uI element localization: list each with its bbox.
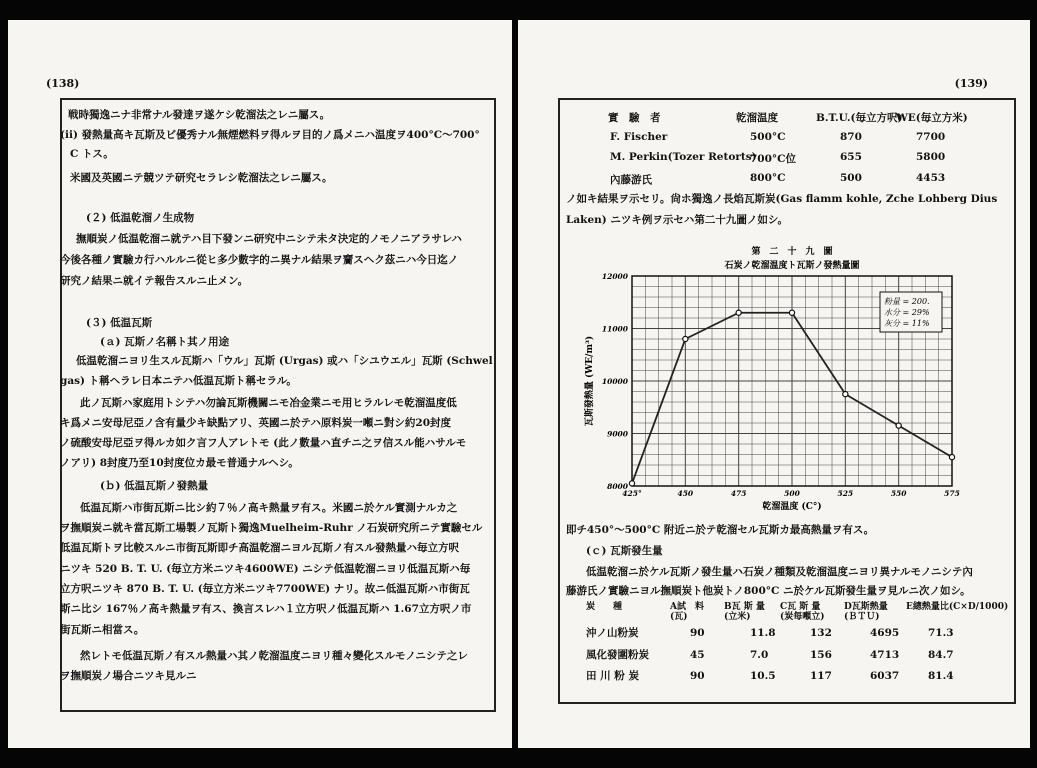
legend-entry: 灰分 = 11% [884, 319, 930, 328]
x-tick-label: 575 [944, 489, 960, 498]
data-point [896, 423, 901, 428]
table-cell: 沖ノ山粉炭 [586, 627, 639, 639]
body-line: 戦時獨逸ニナ非常ナル發達ヲ遂ケシ乾溜法之レニ屬ス。 [68, 109, 331, 121]
table-cell: 6037 [870, 670, 900, 682]
body-line: (ii) 發熱量高キ瓦斯及ビ優秀ナル無煙燃料ヲ得ルヲ目的ノ爲メニハ温度ヲ400°C～700° [60, 129, 480, 141]
heating-value-chart [580, 242, 970, 524]
table-cell: 156 [810, 649, 832, 661]
table-cell: 84.7 [928, 649, 954, 661]
body-line: 今後各種ノ實驗カ行ハルルニ從ヒ多少數字的ニ異ナル結果ヲ齎スヘク茲ニハ今日迄ノ [60, 254, 459, 266]
table-cell: 655 [840, 151, 862, 163]
table-header-cell: C瓦 斯 量 (炭每噸立) [780, 602, 825, 622]
body-line: 低温乾溜ニ於ケル瓦斯ノ發生量ハ石炭ノ種類及乾溜温度ニヨリ異ナルモノニシテ內 [586, 566, 973, 578]
body-line: 立方呎ニツキ 870 B. T. U. (毎立方米ニツキ7700WE) ナリ。故ニ低温瓦斯ハ市街瓦 [60, 583, 470, 595]
table-cell: 500 [840, 172, 862, 184]
table-cell: 700°C位 [750, 153, 797, 165]
table-cell: 4453 [916, 172, 946, 184]
table-cell: 7700 [916, 131, 946, 143]
body-line: ノアリ) 8封度乃至10封度位カ最モ普通ナルヘシ。 [60, 457, 299, 469]
x-tick-label: 500 [784, 489, 800, 498]
body-line: (３) 低温瓦斯 [86, 317, 153, 329]
body-line: 低温瓦斯トヲ比較スルニ市街瓦斯即チ高温乾溜ニヨル瓦斯ノ有スル發熱量ハ毎立方呎 [60, 542, 459, 554]
right-page [518, 20, 1030, 748]
body-line: 街瓦斯ニ相當ス。 [60, 624, 145, 636]
table-cell: 45 [690, 649, 705, 661]
body-line: gas) ト稱ヘラレ日本ニテハ低温瓦斯ト稱セラル。 [60, 375, 297, 387]
table-cell: 5800 [916, 151, 946, 163]
left-page [8, 20, 512, 748]
body-line: 米國及英國ニテ競ツテ研究セラレシ乾溜法之レニ屬ス。 [70, 172, 333, 184]
body-line: (ｃ) 瓦斯發生量 [586, 545, 663, 557]
table-header-cell: 炭 種 [586, 602, 623, 612]
table-cell: F. Fischer [610, 131, 668, 143]
y-tick-label: 11000 [601, 324, 628, 334]
table-header-cell: B瓦 斯 量 (立米) [724, 602, 765, 622]
table-header-cell: B.T.U.(毎立方呎) [816, 112, 903, 124]
body-line: 研究ノ結果ニ就イテ報告スルニ止メン。 [60, 275, 249, 287]
table-cell: 90 [690, 670, 705, 682]
body-line: 低温瓦斯ハ市街瓦斯ニ比シ約７％ノ高キ熱量ヲ有ス。米國ニ於ケル實測ナルカ之 [80, 502, 458, 514]
chart-title: 第 二 十 九 圖 [751, 247, 833, 257]
body-line: キ爲メニ安母尼亞ノ含有量少キ缺點アリ、英國ニ於テハ原料炭一噸ニ對シ約20封度 [60, 417, 452, 429]
table-header-cell: A試 料 (瓦) [670, 602, 704, 622]
table-cell: M. Perkin(Tozer Retorts) [610, 151, 757, 163]
body-line: 藤游氏ノ實驗ニヨル撫順炭ト他炭トノ800°C ニ於ケル瓦斯發生量ヲ見ルニ次ノ如シ。 [566, 585, 971, 597]
data-point [789, 310, 794, 315]
y-tick-label: 9000 [607, 429, 628, 439]
body-line: ノ如キ結果ヲ示セリ。尙ホ獨逸ノ長焰瓦斯炭(Gas flamm kohle, Zche Lohberg Dius [566, 193, 998, 205]
y-tick-label: 12000 [601, 272, 628, 281]
legend-entry: 水分 = 29% [884, 308, 930, 317]
body-line: 撫順炭ノ低温乾溜ニ就テハ目下發ンニ研究中ニシテ未タ決定的ノモノニアラサレハ [76, 233, 462, 245]
table-cell: 4713 [870, 649, 900, 661]
table-cell: 11.8 [750, 627, 776, 639]
table-cell: 風化發圍粉炭 [586, 649, 649, 661]
body-line: 然レトモ低温瓦斯ノ有スル熱量ハ其ノ乾溜温度ニヨリ種々變化スルモノニシテ之レ [80, 650, 468, 662]
body-line: C トス。 [70, 148, 114, 160]
chart-subtitle: 石炭ノ乾溜温度ト瓦斯ノ發熱量圖 [724, 261, 860, 271]
table-header-cell: D瓦斯熱量 (ＢＴＵ) [844, 602, 888, 622]
table-header-cell: WE(毎立方米) [896, 112, 968, 124]
x-tick-label: 425° [622, 489, 642, 498]
table-cell: 7.0 [750, 649, 769, 661]
table-header-cell: 乾溜温度 [736, 112, 778, 124]
table-cell: 內藤游氏 [610, 174, 652, 186]
left-page-number: (138) [46, 77, 80, 90]
body-line: ヲ撫順炭ニ就キ當瓦斯工場製ノ瓦斯ト獨逸Muelheim-Ruhr ノ石炭研究所ニテ實驗セル [60, 522, 483, 534]
x-tick-label: 525 [837, 489, 854, 498]
table-header-cell: 實 驗 者 [608, 112, 661, 124]
table-cell: 500°C [750, 131, 786, 143]
data-point [736, 310, 741, 315]
data-point [629, 481, 634, 486]
body-line: ニツキ 520 B. T. U. (毎立方米ニツキ4600WE) ニシテ低温乾溜ニヨリ低温瓦斯ハ毎 [60, 563, 471, 575]
body-line: ヲ撫順炭ノ場合ニツキ見ルニ [60, 670, 197, 682]
table-cell: 10.5 [750, 670, 776, 682]
x-axis-label: 乾溜温度 (C°) [762, 502, 822, 512]
body-line: (ｂ) 低温瓦斯ノ發熱量 [100, 480, 209, 492]
body-line: Laken) ニツキ例ヲ示セハ第二十九圖ノ如シ。 [566, 214, 789, 226]
right-page-number: (139) [954, 77, 988, 90]
table-cell: 90 [690, 627, 705, 639]
body-line: 斯ニ比シ 167％ノ高キ熱量ヲ有ス、換言スレハ１立方呎ノ低温瓦斯ハ 1.67立方呎ノ市 [60, 603, 472, 615]
body-line: ノ硫酸安母尼亞ヲ得ルカ如ク言フ人アレトモ (此ノ數量ハ直チニ之ヲ信スル能ハサルモ [60, 437, 467, 449]
x-tick-label: 550 [890, 489, 907, 498]
table-cell: 800°C [750, 172, 786, 184]
body-line: (２) 低温乾溜ノ生成物 [86, 212, 195, 224]
table-cell: 71.3 [928, 627, 954, 639]
table-cell: 4695 [870, 627, 900, 639]
data-point [683, 336, 688, 341]
x-tick-label: 475 [730, 489, 747, 498]
body-line: (ａ) 瓦斯ノ名稱ト其ノ用途 [100, 336, 230, 348]
table-cell: 132 [810, 627, 832, 639]
body-line: 低温乾溜ニヨリ生スル瓦斯ハ「ウル」瓦斯 (Urgas) 或ハ「シユウエル」瓦斯 (Schwel [76, 355, 493, 367]
table-cell: 田 川 粉 炭 [586, 670, 639, 682]
legend-entry: 粉量 = 200. [884, 297, 930, 306]
table-header-cell: E總熱量比(C×D/1000) [906, 602, 1009, 612]
y-tick-label: 8000 [607, 482, 628, 491]
body-line: 即チ450°～500°C 附近ニ於テ乾溜セル瓦斯カ最高熱量ヲ有ス。 [566, 524, 875, 536]
table-cell: 870 [840, 131, 862, 143]
data-point [843, 392, 848, 397]
body-line: 此ノ瓦斯ハ家庭用トシテハ勿論瓦斯機關ニモ冶金業ニモ用ヒラルレモ乾溜温度低 [80, 397, 457, 409]
y-tick-label: 10000 [601, 377, 628, 386]
x-tick-label: 450 [677, 489, 694, 498]
table-cell: 117 [810, 670, 832, 682]
table-cell: 81.4 [928, 670, 954, 682]
y-axis-label: 瓦斯發熱量 (WE/m³) [585, 335, 595, 427]
data-point [949, 455, 954, 460]
